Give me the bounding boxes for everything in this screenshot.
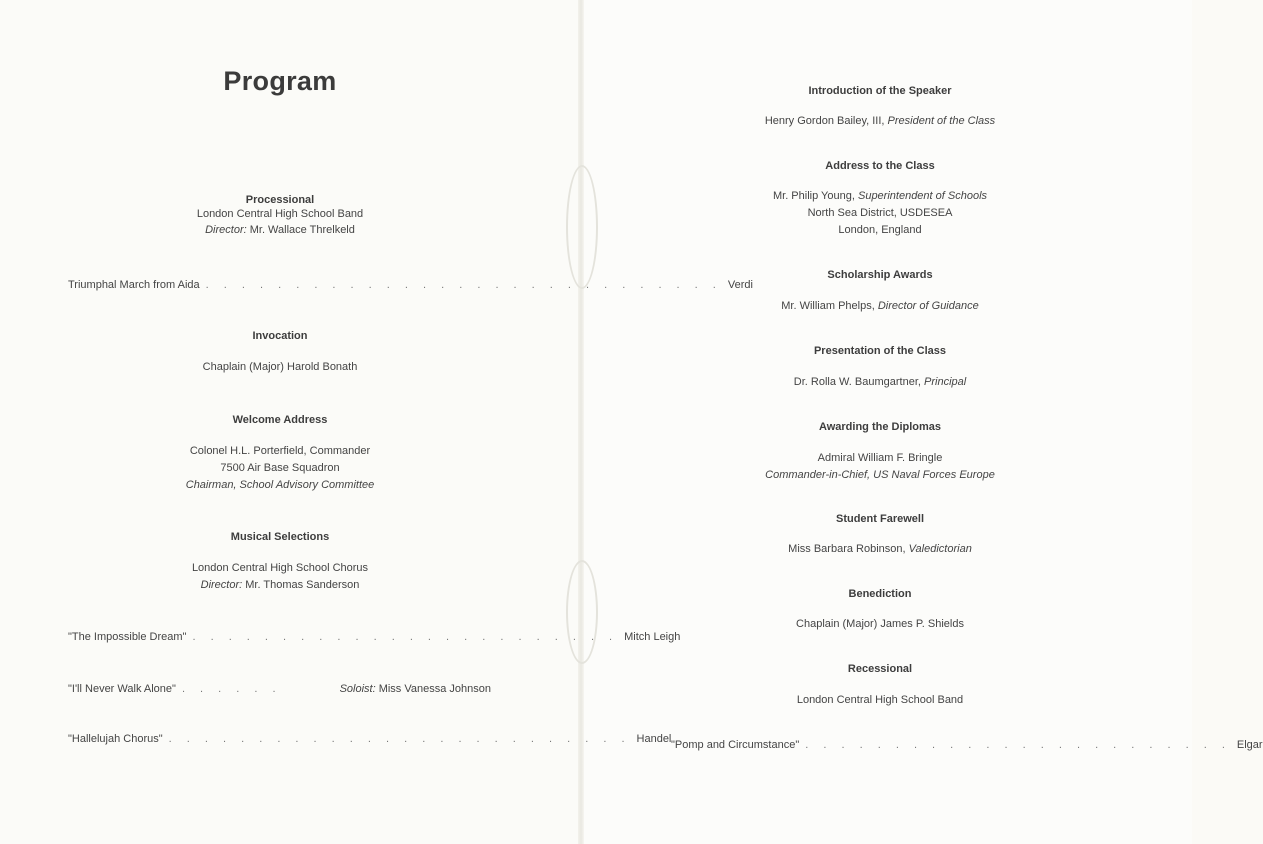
musical-director [130, 577, 430, 594]
director-name: Mr. Wallace Threlkeld [246, 224, 355, 236]
page-title: Program [223, 66, 337, 96]
scholarship-name [680, 298, 1080, 315]
address-section [680, 160, 1080, 239]
diplomas-line-2: Commander-in-Chief, US Naval Forces Europe [765, 469, 995, 481]
farewell-section [680, 513, 1080, 558]
soloist-name: Miss Vanessa Johnson [375, 683, 491, 695]
address-name [680, 188, 1080, 205]
benediction-heading: Benediction [848, 588, 912, 600]
processional-performer: London Central High School Band [196, 208, 364, 220]
address-heading: Address to the Class [825, 160, 935, 172]
song-row [68, 631, 681, 643]
song-title: "The Impossible Dream" [68, 631, 187, 643]
musical-performer: London Central High School Chorus [191, 562, 369, 574]
leader-dots: . . . . . . . . . . . . . . . . . . . . . . . . . . . . . [205, 279, 722, 291]
musical-section [130, 531, 430, 594]
march-row [68, 279, 753, 291]
leader-dots: . . . . . . [181, 683, 282, 695]
address-line-2: North Sea District, USDESEA [807, 207, 953, 219]
invocation-heading: Invocation [252, 330, 308, 342]
person-role: Valedictorian [908, 543, 972, 555]
leader-dots: . . . . . . . . . . . . . . . . . . . . . . . . [805, 739, 1231, 751]
staple-mark-top [566, 165, 598, 289]
song-row [68, 683, 491, 695]
recessional-heading: Recessional [847, 663, 913, 675]
director-label: Director: [200, 579, 243, 591]
person-name: Mr. Philip Young, [772, 190, 858, 202]
welcome-line-2: 7500 Air Base Squadron [220, 462, 340, 474]
scholarship-heading: Scholarship Awards [827, 269, 933, 281]
person-role: Superintendent of Schools [857, 190, 988, 202]
diplomas-line-1: Admiral William F. Bringle [817, 452, 943, 464]
processional-director [130, 222, 430, 239]
person-name: Henry Gordon Bailey, III, [764, 115, 888, 127]
intro-name [680, 113, 1080, 130]
intro-section [680, 85, 1080, 130]
presentation-heading: Presentation of the Class [813, 345, 947, 357]
diplomas-section [680, 421, 1080, 484]
person-name: Mr. William Phelps, [781, 300, 878, 312]
director-label: Director: [205, 224, 247, 236]
recessional-performer: London Central High School Band [796, 694, 964, 706]
processional-section [130, 194, 430, 239]
song-credit: Handel [636, 733, 672, 745]
piece-title: "Pomp and Circumstance" [671, 739, 800, 751]
song-title: "Hallelujah Chorus" [68, 733, 163, 745]
staple-mark-bottom [566, 560, 598, 664]
leader-dots: . . . . . . . . . . . . . . . . . . . . . . . . . . [168, 733, 631, 745]
musical-heading: Musical Selections [230, 531, 330, 543]
scholarship-section [680, 269, 1080, 315]
benediction-section [680, 588, 1080, 633]
farewell-heading: Student Farewell [835, 513, 925, 525]
person-role: Director of Guidance [877, 300, 979, 312]
song-credit [340, 683, 491, 695]
welcome-line-1: Colonel H.L. Porterfield, Commander [189, 445, 371, 457]
processional-heading: Processional [245, 194, 315, 206]
person-role: Principal [924, 376, 967, 388]
recessional-row [671, 739, 1263, 751]
diplomas-heading: Awarding the Diplomas [818, 421, 942, 433]
soloist-label: Soloist: [339, 683, 376, 695]
song-credit: Mitch Leigh [624, 631, 681, 643]
welcome-heading: Welcome Address [232, 414, 328, 426]
leader-dots: . . . . . . . . . . . . . . . . . . . . . . . . [192, 631, 619, 643]
person-name: Miss Barbara Robinson, [788, 543, 909, 555]
invocation-section [130, 330, 430, 376]
piece-composer: Elgar [1236, 739, 1263, 751]
march-composer: Verdi [727, 279, 753, 291]
recessional-section [680, 663, 1080, 709]
march-title: Triumphal March from Aida [68, 279, 200, 291]
song-row [68, 733, 672, 745]
person-name: Dr. Rolla W. Baumgartner, [793, 376, 925, 388]
presentation-name [680, 374, 1080, 391]
welcome-section [110, 414, 450, 494]
farewell-name [680, 541, 1080, 558]
song-title: "I'll Never Walk Alone" [68, 683, 176, 695]
intro-heading: Introduction of the Speaker [808, 85, 952, 97]
invocation-name: Chaplain (Major) Harold Bonath [202, 361, 358, 373]
person-role: President of the Class [887, 115, 996, 127]
welcome-line-3: Chairman, School Advisory Committee [185, 479, 375, 491]
benediction-name: Chaplain (Major) James P. Shields [796, 618, 964, 630]
address-line-3: London, England [838, 224, 922, 236]
director-name: Mr. Thomas Sanderson [242, 579, 360, 591]
page-fold [578, 0, 584, 844]
presentation-section [680, 345, 1080, 391]
